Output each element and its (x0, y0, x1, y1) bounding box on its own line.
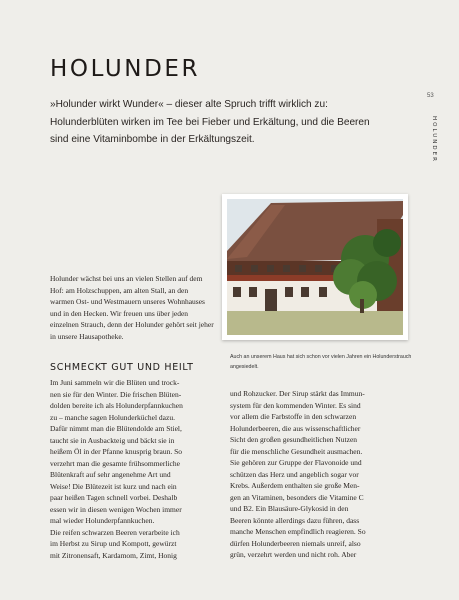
text-line: zu – manche sagen Holunderküchel dazu. (50, 412, 175, 422)
text-line: vor allem die Farbstoffe in den schwarzen (230, 412, 357, 421)
text-line: Weise! Die Blütezeit ist kurz und nach ein (50, 481, 177, 491)
text-column-left (50, 377, 214, 561)
text-line: nen sie für den Winter. Die frischen Blüten- (50, 389, 182, 399)
text-line: Dafür nimmt man die Blütendolde am Stiel, (50, 424, 182, 433)
intro-paragraph: »Holunder wirkt Wunder« – dieser alte Spruch trifft wirklich zu: Holunderblüten wirken im Tee bei Fieber und Erkältung, und die Beeren sind eine Vitaminbombe in der Erkältungszeit. (50, 99, 370, 146)
text-line: heißem Öl in der Pfanne knusprig braun. So (50, 447, 183, 456)
text-line: gen an Vitaminen, besonders die Vitamine C (230, 492, 364, 502)
farmhouse-image (227, 199, 403, 335)
text-line: Beeren könnte allerdings dazu führen, dass (230, 515, 360, 525)
text-line: essen wir in diesen wenigen Wochen immer (50, 504, 182, 514)
text-line: und B2. Ein Blausäure-Glykosid in den (230, 504, 349, 513)
side-label: HOLUNDER (431, 116, 437, 163)
text-line: Sicht den großen gesundheitlichen Nutzen (230, 435, 358, 444)
page-title: HOLUNDER (50, 56, 201, 82)
photo-caption: Auch an unserem Haus hat sich schon vor vielen Jahren ein Holunderstrauch angesiedelt. (230, 354, 412, 370)
text-line: Krebs. Außerdem enthalten sie große Men- (230, 481, 360, 490)
text-line: für die menschliche Gesundheit ausmachen. (230, 446, 363, 456)
house-photo (222, 194, 408, 340)
text-line: und Rohzucker. Der Sirup stärkt das Immun- (230, 389, 365, 398)
text-line: schützen das Herz und angeblich sogar vor (230, 469, 359, 479)
text-line: grün, verzehrt werden und nicht roh. Aber (230, 550, 357, 559)
text-line: manche Menschen empfindlich reagieren. So (230, 527, 366, 536)
text-line: dürfen Holunderbeeren niemals unreif, also (230, 538, 361, 548)
body-paragraph: Holunder wächst bei uns an vielen Stellen auf dem Hof: am Holzschuppen, am alten Stall, an den warmen Ost- und Westmauern unseres Wohnhauses und in den Hecken. Wir freuen uns über jeden einzelnen Strauch, denn der Holunder gehört seit jeher in unsere Hausapotheke. (50, 274, 214, 341)
text-line: Sie gehören zur Gruppe der Flavonoide und (230, 458, 362, 467)
text-line: mit Zitronensaft, Kardamom, Zimt, Honig (50, 550, 177, 560)
text-line: taucht sie in Ausbackteig und bäckt sie in (50, 435, 175, 445)
text-line: verzehrt man die gesamte frühsommerliche (50, 458, 180, 468)
text-line: system für den kommenden Winter. Es sind (230, 400, 361, 410)
text-line: im Herbst zu Sirup und Kompott, gewürzt (50, 539, 177, 548)
text-line: Im Juni sammeln wir die Blüten und trock- (50, 378, 180, 387)
text-column-right (230, 388, 394, 561)
text-line: mal wieder Holunderpfannkuchen. (50, 516, 155, 525)
text-line: dolden bereite ich als Holunderpfannkuchen (50, 401, 183, 410)
page-number: 53 (427, 93, 434, 99)
text-line: Holunderbeeren, die aus wissenschaftlicher (230, 423, 361, 433)
section-heading: SCHMECKT GUT UND HEILT (50, 362, 194, 373)
text-line: Die reifen schwarzen Beeren verarbeite ich (50, 527, 180, 537)
text-line: paar heißen Tagen schnell vorbei. Deshalb (50, 493, 178, 502)
text-line: Blütenkraft auf sehr angenehme Art und (50, 470, 171, 479)
